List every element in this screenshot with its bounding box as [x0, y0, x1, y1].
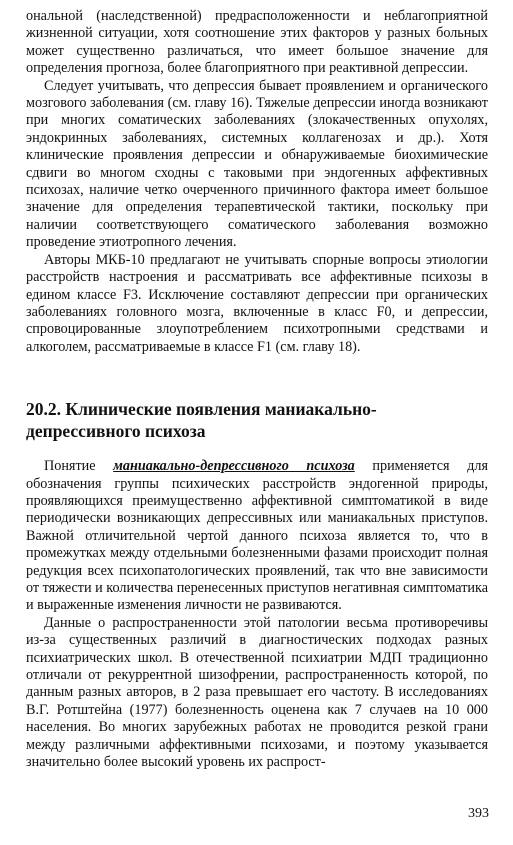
term-rest: применяется для обозначения группы психических расстройств эндогенной природы, проявляющихся преимущественно аффективной симптоматикой в виде периодически возникающих депрессивных или маниакальных приступов. Важной отличительной чертой данного психоза является то, что в промежутках между отдельными болезненными фазами происходит полная редукция всех психопатологических проявлений, так что вне зависимости от тяжести и количества перенесенных приступов негативная симптоматика и выраженные изменения личности не развиваются. — [26, 458, 488, 614]
page-number: 393 — [468, 806, 489, 821]
paragraph-term — [26, 458, 488, 615]
page-body — [26, 8, 488, 771]
term-highlight: маниакально-депрессивного психоза — [113, 458, 355, 475]
paragraph-3: Авторы МКБ-10 предлагают не учитывать спорные вопросы этиологии расстройств настроения и рассматривать все аффективные психозы в едином классе F3. Исключение составляют депрессии при органических заболеваниях головного мозга, включенные в класс F0, и депрессии, спровоцированные злоупотреблением психотропными средствами и алкоголем, рассматриваемые в классе F1 (см. главу 18). — [26, 251, 488, 355]
paragraph-1: ональной (наследственной) предрасположенности и неблагоприятной жизненной ситуации, хотя соотношение этих факторов у разных больных может существенно различаться, что имеет большое значение для определения прогноза, более благоприятного при реактивной депрессии. — [26, 8, 488, 77]
section-heading: 20.2. Клинические появления маниакально-депрессивного психоза — [26, 399, 377, 442]
paragraph-2: Следует учитывать, что депрессия бывает проявлением и органического мозгового заболевания (см. главу 16). Тяжелые депрессии иногда возникают при многих соматических заболеваниях (злокачественных опухолях, эндокринных заболеваниях, системных коллагенозах и др.). Хотя клинические проявления депрессии и обнаруживаемые биохимические сдвиги во многом сходны с таковыми при эндогенных аффективных психозах, наличие четко очерченного причинного фактора имеет большое значение для определения терапевтической тактики, поскольку при наличии соответствующего соматического заболевания возможно проведение этиотропного лечения. — [26, 77, 488, 251]
term-lead: Понятие — [44, 458, 114, 475]
paragraph-prevalence: Данные о распространенности этой патологии весьма противоречивы из-за существенных различий в диагностических подходах разных психиатрических школ. В отечественной психиатрии МДП традиционно отличали от рекуррентной шизофрении, распространенность которой, по данным разных авторов, в 2 раза превышает его частоту. В исследованиях В.Г. Ротштейна (1977) болезненность оценена как 7 случаев на 10 000 населения. Во многих зарубежных работах не проводится резкой грани между различными аффективными психозами, и поэтому указывается значительно более высокий уровень их распрост- — [26, 614, 488, 771]
